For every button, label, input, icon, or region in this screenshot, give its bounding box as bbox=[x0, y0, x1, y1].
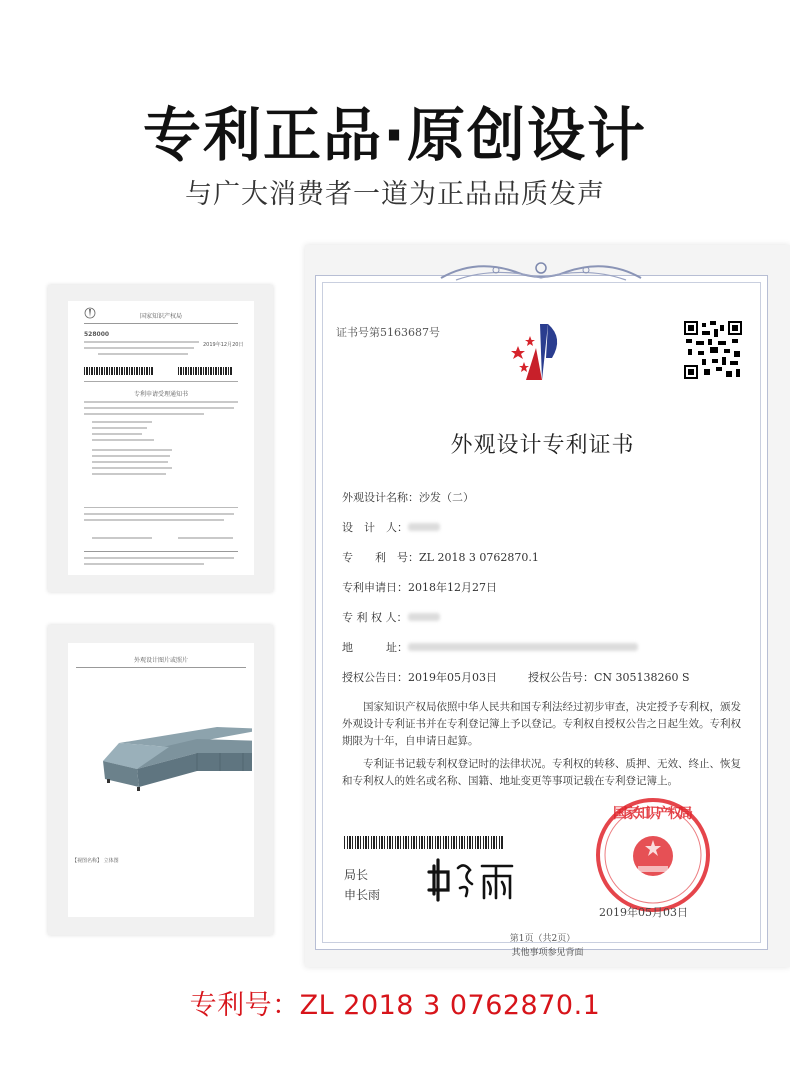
grant-number-value: CN 305138260 S bbox=[594, 671, 690, 684]
address-label: 地 址： bbox=[342, 641, 408, 654]
seal-date: 2019年05月03日 bbox=[599, 906, 688, 919]
director-signature bbox=[426, 854, 516, 904]
design-name-value: 沙发（二） bbox=[419, 491, 474, 504]
design-name-label: 外观设计名称： bbox=[342, 491, 419, 504]
address-redacted bbox=[408, 643, 638, 651]
grant-date-row bbox=[342, 669, 497, 685]
certificate-page-number: 第1页（共2页） bbox=[509, 934, 576, 944]
design-photo-paper bbox=[68, 643, 254, 917]
grant-date-value: 2019年05月03日 bbox=[408, 671, 497, 684]
cnipa-emblem-icon bbox=[506, 318, 576, 388]
patentee-redacted bbox=[408, 613, 440, 621]
grant-number-row bbox=[528, 669, 690, 685]
director-title: 局长 bbox=[344, 868, 369, 882]
official-seal-icon bbox=[594, 796, 712, 914]
patent-number-value: ZL 2018 3 0762870.1 bbox=[419, 551, 539, 564]
filing-notice-paper bbox=[68, 301, 254, 575]
patent-number-row bbox=[342, 549, 539, 565]
notice-postal-code: 528000 bbox=[84, 331, 110, 338]
filing-date-value: 2018年12月27日 bbox=[408, 581, 497, 594]
sofa-image bbox=[72, 713, 252, 803]
design-name-row bbox=[342, 489, 474, 505]
filing-date-label: 专利申请日： bbox=[342, 581, 408, 594]
director-name: 申长雨 bbox=[344, 888, 381, 902]
certificate-title: 外观设计专利证书 bbox=[450, 433, 635, 458]
notice-title: 专利申请受理通知书 bbox=[133, 391, 188, 398]
filing-notice-document bbox=[48, 285, 273, 592]
page-headline: 专利正品·原创设计 bbox=[142, 101, 648, 169]
patentee-label: 专 利 权 人： bbox=[342, 611, 408, 624]
certificate-barcode bbox=[344, 836, 504, 849]
design-photo-title: 外观设计图片或照片 bbox=[133, 657, 188, 664]
certificate-number: 证书号第5163687号 bbox=[336, 326, 440, 339]
design-view-caption: 【视图名称】 立体图 bbox=[72, 858, 119, 864]
grant-date-label: 授权公告日： bbox=[342, 671, 408, 684]
design-photo-document bbox=[48, 625, 273, 935]
notice-office-name: 国家知识产权局 bbox=[139, 313, 182, 320]
patent-number-caption: 专利号：ZL 2018 3 0762870.1 bbox=[189, 990, 601, 1021]
patent-certificate bbox=[315, 275, 768, 950]
certificate-paragraph-1: 国家知识产权局依照中华人民共和国专利法经过初步审查，决定授予专利权，颁发外观设计专利证书并在专利登记簿上予以登记。专利权自授权公告之日起生效。专利权期限为十年，自申请日起算。 bbox=[342, 701, 741, 747]
notice-date: 2019年12月20日 bbox=[203, 342, 244, 348]
qr-code-icon bbox=[684, 321, 742, 379]
patent-certificate-frame bbox=[305, 245, 790, 967]
certificate-footer-note: 其他事项参见背面 bbox=[511, 948, 584, 958]
seal-text: 国家知识产权局 bbox=[613, 806, 693, 822]
patent-number-label: 专 利 号： bbox=[342, 551, 419, 564]
designer-label: 设 计 人： bbox=[342, 521, 408, 534]
designer-redacted bbox=[408, 523, 440, 531]
certificate-paragraph-2: 专利证书记载专利权登记时的法律状况。专利权的转移、质押、无效、终止、恢复和专利权人的姓名或名称、国籍、地址变更等事项记载在专利登记簿上。 bbox=[342, 758, 741, 787]
page-subheadline: 与广大消费者一道为正品品质发声 bbox=[185, 179, 605, 210]
certificate-ornament-icon bbox=[436, 258, 646, 286]
filing-date-row bbox=[342, 579, 497, 595]
grant-number-label: 授权公告号： bbox=[528, 671, 594, 684]
